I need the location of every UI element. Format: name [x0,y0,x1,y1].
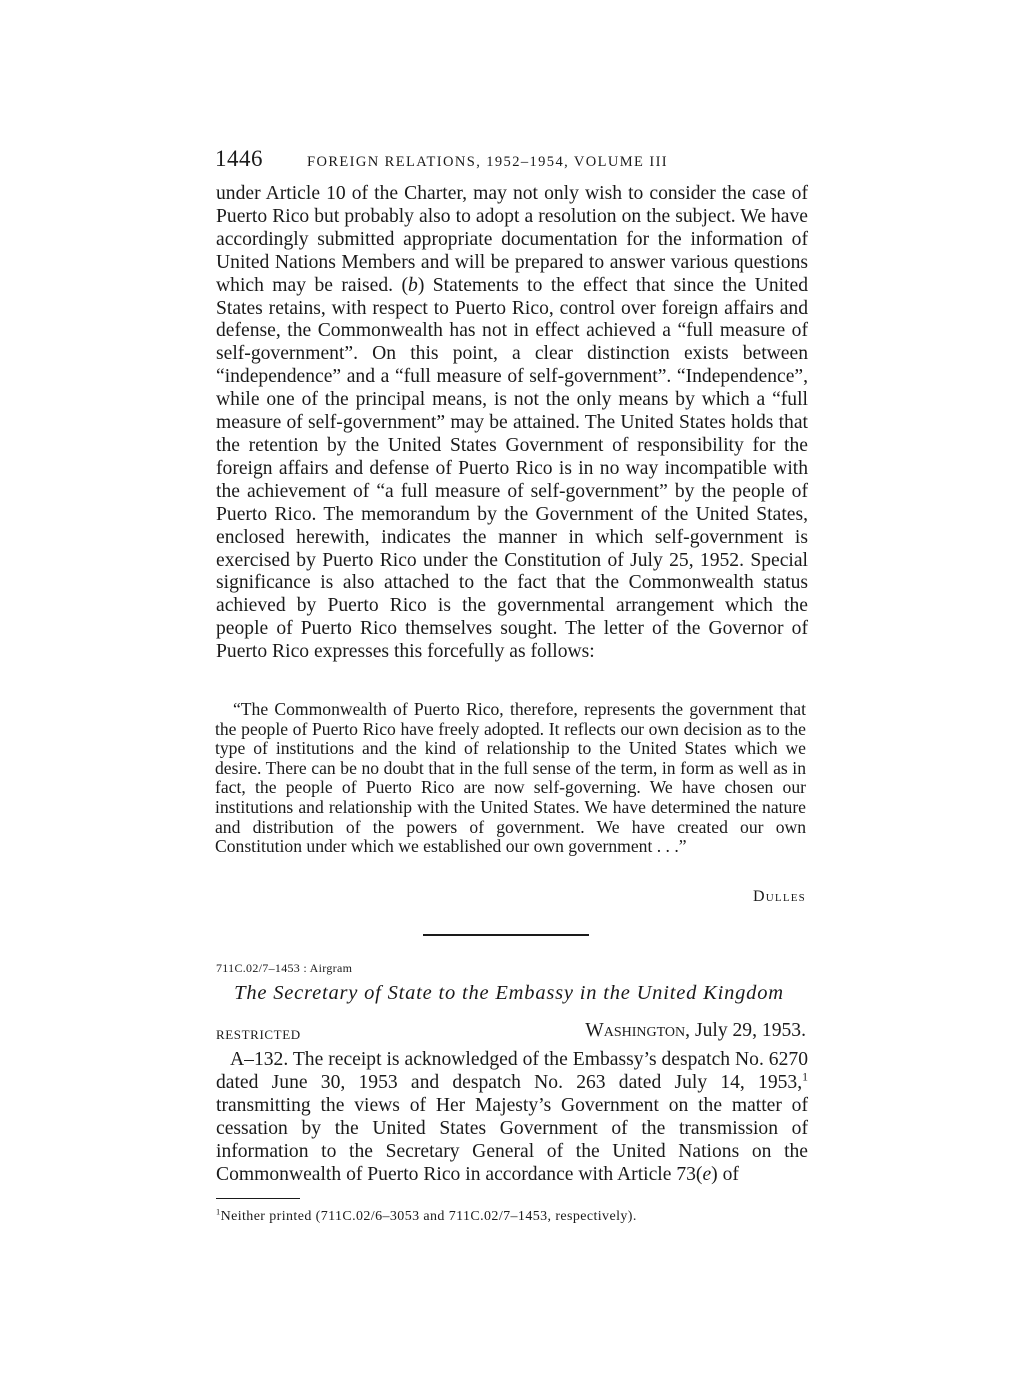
article-letter-e: e [702,1163,712,1185]
item-letter-b: b [408,274,418,296]
document-heading: The Secretary of State to the Embassy in the United Kingdom [234,982,784,1004]
airgram-text-part-2: transmitting the views of Her Majesty’s Government on the matter of cessation by the United States Government of the transmission of information to the Secretary General of the United Nations on the Commonwealth of Puerto Rico in accordance with Article 73( [216,1094,808,1185]
footnote-reference[interactable]: 1 [802,1070,808,1084]
classification-label: RESTRICTED [216,1027,301,1042]
signature: Dulles [753,888,806,905]
airgram-paragraph [216,1049,808,1186]
section-divider [423,934,589,936]
footnote-text: Neither printed (711C.02/6–3053 and 711C.02/7–1453, respectively). [220,1209,637,1224]
dateline [585,1020,806,1042]
paragraph-text-part-2: ) Statements to the effect that since the United States retains, with respect to Puerto Rico, control over foreign affairs and defense, the Commonwealth has not in effect achieved a “full measure of self-government”. On this point, a clear distinction exists between “independence” and a “full measure of self-government”. “Independence”, while one of the principal means, is not the only means by which a “full measure of self-government” may be attained. The United States holds that the retention by the United States Government of responsibility for the foreign affairs and defense of Puerto Rico is in no way incompatible with the achievement of “a full measure of self-government” by the people of Puerto Rico. The memorandum by the Government of the United States, enclosed herewith, indicates the manner in which self-government is exercised by Puerto Rico under the Constitution of July 25, 1952. Special significance is also attached to the fact that the Commonwealth status achieved by Puerto Rico is the governmental arrangement which the people of Puerto Rico themselves sought. The letter of the Governor of Puerto Rico expresses this forcefully as follows: [216,274,808,663]
footnote-mark: 1 [216,1207,221,1217]
running-head [215,146,668,172]
airgram-text-part-1: A–132. The receipt is acknowledged of the Embassy’s despatch No. 6270 dated June 30, 1953 and despatch No. 263 dated July 14, 1953, [216,1049,808,1093]
file-reference: 711C.02/7–1453 : Airgram [216,961,353,975]
dateline-date: , July 29, 1953. [685,1020,806,1041]
airgram-text-part-3: ) of [711,1163,739,1185]
footnote-divider [216,1198,300,1199]
continuation-paragraph [216,183,808,664]
governor-quotation: “The Commonwealth of Puerto Rico, therefore, represents the government that the people of Puerto Rico have freely adopted. It reflects our own decision as to the type of institutions and the kind of relationship to the United States which we desire. There can be no doubt that in the full sense of the term, in form as well as in fact, the people of Puerto Rico are now self-governing. We have chosen our institutions and relationship with the United States. We have determined the nature and distribution of the powers of government. We have created our own Constitution under which we established our own government . . .” [215,699,806,857]
page-number: 1446 [215,146,263,171]
paragraph-text-part-1: under Article 10 of the Charter, may not only wish to consider the case of Puerto Rico but probably also to adopt a resolution on the subject. We have accordingly submitted appropriate documentation for the information of United Nations Members and will be prepared to answer various questions which may be raised. ( [216,183,808,296]
dateline-place: Washington [585,1020,686,1041]
footnote [216,1209,637,1225]
series-title: FOREIGN RELATIONS, 1952–1954, VOLUME III [307,154,669,170]
